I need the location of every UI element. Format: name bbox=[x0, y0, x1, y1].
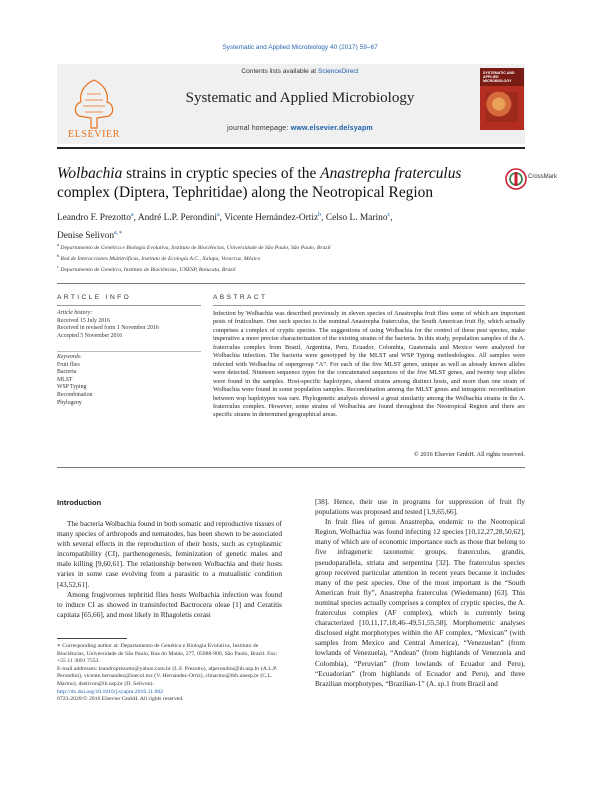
keywords-rule bbox=[57, 351, 201, 352]
author-name[interactable]: Leandro F. Prezotto bbox=[57, 213, 131, 224]
introduction-heading: Introduction bbox=[57, 498, 102, 507]
header-rule bbox=[57, 147, 525, 149]
history-item: Accepted 5 November 2016 bbox=[57, 332, 123, 339]
running-header[interactable]: Systematic and Applied Microbiology 40 (2017) 59–67 bbox=[222, 44, 378, 51]
article-info-rule bbox=[57, 305, 201, 306]
footnote-rule bbox=[57, 638, 127, 639]
doi-link[interactable]: http://dx.doi.org/10.1016/j.syapm.2016.11.002 bbox=[57, 688, 164, 695]
contents-prefix: Contents lists available at bbox=[241, 68, 318, 75]
author-name[interactable]: Vicente Hernández-Ortiz bbox=[224, 213, 319, 224]
author-affil-marker[interactable]: a bbox=[217, 212, 220, 218]
title-italic-1: Wolbachia bbox=[57, 165, 123, 182]
author-affil-marker[interactable]: a,∗ bbox=[114, 230, 123, 237]
keyword-item: WSP Typing bbox=[57, 384, 87, 391]
section-rule bbox=[57, 283, 525, 284]
abstract-text: Infection by Wolbachia was described previously in eleven species of Anastrepha fruit flies some of which are important pests of fruticulture. One such species is the nominal Anastrepha fraterculus, the South American fruit fly, which actually comprises a complex of cryptic species. The suggestions of using Wolbachia for the control of these pest species, make imperative a more precise characterization of the existing strains of the bacteria. In this study, population samples of the A. fraterculus complex from Brazil, Argentina, Peru, Ecuador, Colombia, Guatemala and Mexico were analyzed for Wolbachia infection. The bacteria were genotyped by the MLST and WSP Typing methodologies. All samples were infected with Wolbachia of supergroup “A”. For each of the five MLST genes, unique as well as already known alleles were detected. Nineteen sequence types for the concatenated sequences of the five MLST genes, and twenty wsp alleles were found in the samples. Host-specific haplotypes, shared strains among distinct hosts, and more than one strain of Wolbachia were found in some population samples. Recombination among the MLST genes and intragenic recombination between wsp haplotypes was rare. Phylogenetic analysis showed a great similarity among the Wolbachia strains in the A. fraterculus complex. However, some strains of Wolbachia are found throughout the Neotropical Region and there are specific strains in determined geographical areas. bbox=[213, 310, 525, 419]
body-column-right bbox=[315, 497, 525, 689]
affiliation-item bbox=[57, 252, 527, 263]
author-affil-marker[interactable]: b bbox=[318, 212, 322, 218]
title-part-2: complex (Diptera, Tephritidae) along the Neotropical Region bbox=[57, 184, 434, 201]
affiliation-marker: a bbox=[57, 242, 59, 247]
sciencedirect-link[interactable]: ScienceDirect bbox=[317, 68, 359, 75]
affiliation-text: Departamento de Genética, Instituto de Biociências, UNESP, Botucatu, Brazil bbox=[60, 266, 236, 273]
title-italic-2: Anastrepha fraterculus bbox=[320, 165, 462, 182]
keyword-item: Recombination bbox=[57, 391, 93, 398]
history-label: Article history: bbox=[57, 310, 93, 316]
email-addresses-note: E-mail addresses: leandroprezotto@yahoo.com.br (L.F. Prezotto), alperondini@ib.usp.br (A.L.P. Perondini), vicente.hernandez@inecol.mx (V. Hernández-Ortiz), clmarino@ibb.unesp.br (C.L. Marino), dselivon@ib.usp.br (D. Selivon). bbox=[57, 665, 278, 687]
author-list: Leandro F. Prezotto$^a$, André L.P. Perondini$^a$, Vicente Hernández-Ortiz$^b$, Celso L. Marino$^c$, Denise Selivon$^{a,∗}$ bbox=[57, 212, 393, 242]
affiliation-item bbox=[57, 263, 527, 274]
affiliation-text: Departamento de Genética e Biologia Evolutiva, Instituto de Biociências, Universidade de São Paulo, São Paulo, Brazil bbox=[60, 244, 331, 251]
body-column-left bbox=[57, 519, 282, 620]
affiliation-marker: b bbox=[57, 252, 60, 258]
keywords-list bbox=[57, 354, 207, 407]
corresponding-author-note: ∗ Corresponding author at: Departamento de Genética e Biologia Evolutiva, Instituto de Biociências, Universidade de São Paulo, Rua do Matão, 277, 05088-900, São Paulo, Brazil. Fax: +55 11 3091 7553. bbox=[57, 643, 278, 665]
footnotes bbox=[57, 643, 282, 704]
keyword-item: Phylogeny bbox=[57, 399, 82, 406]
author-name[interactable]: André L.P. Perondini bbox=[137, 213, 217, 224]
homepage-label: journal homepage: bbox=[227, 125, 291, 132]
crossmark-label[interactable]: CrossMark bbox=[528, 174, 558, 180]
article-history bbox=[57, 310, 207, 340]
affiliation-item bbox=[57, 241, 527, 252]
journal-cover-thumbnail bbox=[480, 68, 524, 130]
crossmark-icon[interactable] bbox=[505, 168, 527, 190]
body-paragraph-continued: [38]. Hence, their use in programs for suppression of fruit fly populations was proposed and tested [1,9,65,66]. bbox=[315, 497, 525, 517]
cover-text: SYSTEMATIC AND APPLIED MICROBIOLOGY bbox=[483, 71, 515, 83]
body-paragraph: The bacteria Wolbachia found in both somatic and reproductive tissues of many species of arthropods and nematodes, has been shown to be associated with several effects in the reproduction of their hosts, such as cytoplasmic incompatibility (CI), parthenogenesis, feminization of genetic males and male killing [9,60,61]. The relationship between Wolbachia and their hosts varies in some case evolving from a parasitic to a mutualistic condition [43,52,61]. bbox=[57, 519, 282, 589]
publisher-name: ELSEVIER bbox=[67, 129, 121, 140]
body-paragraph: In fruit flies of genus Anastrepha, endemic to the Neotropical Region, Wolbachia was found infecting 12 species [10,12,27,28,50,62], many of which are of economic importance such as those that belong to five infrageneric taxonomic groups, fraterculus, grandis, pseudoparallela, striata and serpentina [32]. The fraterculus species group received particular attention in recent years because it includes many of the pest species. One of the most important is the “South American fruit fly”, Anastrepha fraterculus (Wiedemann) [63]. This nominal species actually comprises a complex of cryptic species, the A. fraterculus complex (AF complex), which is currently being characterized [10,11,17,18,46–49,51,55,58]. Morphometric analyses disclosed eight morphotypes within the AF complex, “Mexican” (with samples from Mexico and Central America), “Venezuelan” (from lowlands of Venezuela), “Andean” (from highlands of Venezuela and Colombia), “Peruvian” (from lowlands of Ecuador and Peru), “Ecuadorian” (from highlands of Ecuador and Peru), and three Brazilian morphotypes, “Brazilian-1” (A. sp.1 from Brazil and bbox=[315, 517, 525, 688]
body-rule bbox=[57, 467, 525, 468]
affiliation-text: Red de Interacciones Multitróficas, Instituto de Ecología A.C., Xalapa, Veracruz, México bbox=[60, 255, 261, 262]
issn-copyright: 0723-2020/© 2016 Elsevier GmbH. All rights reserved. bbox=[57, 696, 184, 703]
history-item: Received in revised form 1 November 2016 bbox=[57, 325, 159, 332]
title-part-1: strains in cryptic species of the bbox=[122, 165, 321, 182]
elsevier-logo-icon bbox=[61, 74, 127, 140]
keywords-label: Keywords: bbox=[57, 354, 82, 360]
author-affil-marker[interactable]: c bbox=[387, 212, 391, 218]
body-paragraph: Among frugivorous tephritid flies hosts Wolbachia infection was found to induce CI as showed in transinfected Bactrocera oleae [1] and Ceratitis capitata [65,66], and most likely in Rhagoletis cerasi bbox=[57, 589, 282, 619]
author-affil-marker[interactable]: a bbox=[130, 212, 134, 218]
keyword-item: Bacteria bbox=[57, 369, 77, 376]
history-item: Received 15 July 2016 bbox=[57, 317, 110, 324]
abstract-rule bbox=[213, 305, 525, 306]
contents-line bbox=[127, 68, 473, 75]
journal-homepage bbox=[127, 125, 473, 132]
copyright-notice: © 2016 Elsevier GmbH. All rights reserved. bbox=[413, 451, 525, 458]
cover-image bbox=[486, 92, 518, 122]
affiliation-list bbox=[57, 241, 527, 274]
homepage-link[interactable]: www.elsevier.de/syapm bbox=[290, 125, 373, 132]
abstract-heading: ABSTRACT bbox=[213, 294, 268, 301]
author-name[interactable]: Celso L. Marino bbox=[325, 213, 388, 224]
author-name[interactable]: Denise Selivon bbox=[57, 231, 115, 242]
keyword-item: Fruit flies bbox=[57, 361, 80, 368]
journal-title: Systematic and Applied Microbiology bbox=[185, 90, 415, 106]
keyword-item: MLST bbox=[57, 376, 73, 383]
article-info-heading: ARTICLE INFO bbox=[57, 294, 132, 301]
article-title bbox=[57, 164, 477, 202]
affiliation-marker: c bbox=[57, 263, 59, 269]
